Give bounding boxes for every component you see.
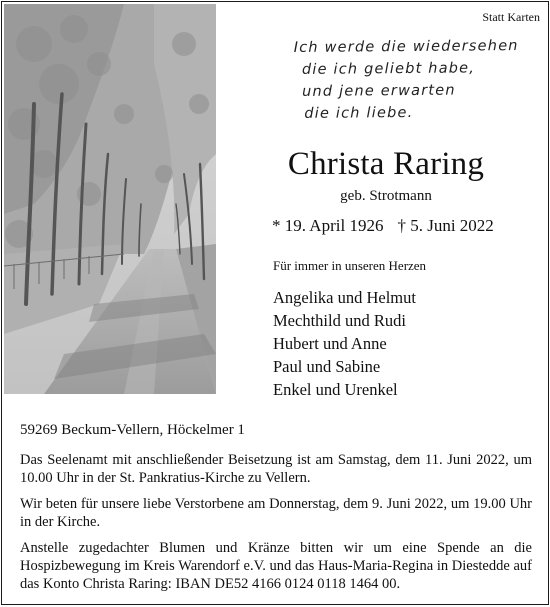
deceased-name: Christa Raring bbox=[287, 146, 485, 182]
family-address: 59269 Beckum-Vellern, Höckelmer 1 bbox=[20, 422, 245, 438]
quote-line: und jene erwarten bbox=[302, 82, 456, 100]
birth-date: * 19. April 1926 bbox=[272, 216, 384, 235]
prayer-paragraph: Wir beten für unsere liebe Verstorbene am Donnerstag, dem 9. Juni 2022, um 19.00 Uhr in der Kirche. bbox=[20, 496, 532, 530]
quote-line: die ich geliebt habe, bbox=[301, 60, 476, 78]
handwritten-quote bbox=[294, 35, 520, 125]
statt-karten-label: Statt Karten bbox=[482, 10, 540, 24]
birth-name: geb. Strotmann bbox=[340, 188, 432, 204]
mourner-entry: Paul und Sabine bbox=[273, 357, 381, 376]
death-notice bbox=[1, 1, 549, 605]
mourners-list bbox=[273, 286, 416, 401]
life-dates bbox=[272, 216, 494, 236]
mourner-entry: Enkel und Urenkel bbox=[273, 380, 398, 399]
death-date: † 5. Juni 2022 bbox=[397, 216, 494, 235]
mourner-entry: Angelika und Helmut bbox=[273, 288, 416, 307]
mourner-entry: Mechthild und Rudi bbox=[273, 311, 406, 330]
tree-lined-road-image bbox=[4, 4, 216, 394]
donation-paragraph: Anstelle zugedachter Blumen und Kränze bitten wir um eine Spende an die Hospizbewegung im Kreis Warendorf e.V. und das Haus-Maria-Regina in Diestedde auf das Konto Christa Raring: IBAN DE52 4166 0124 0118 1464 00. bbox=[20, 540, 532, 592]
forever-line: Für immer in unseren Herzen bbox=[273, 258, 427, 273]
funeral-mass-paragraph: Das Seelenamt mit anschließender Beisetzung ist am Samstag, dem 11. Juni 2022, um 10.00 Uhr in der St. Pankratius-Kirche zu Vellern. bbox=[20, 452, 532, 486]
quote-line: Ich werde die wiedersehen bbox=[293, 38, 519, 56]
mourner-entry: Hubert und Anne bbox=[273, 334, 387, 353]
tree-lined-road-photo bbox=[4, 4, 216, 394]
quote-line: die ich liebe. bbox=[304, 104, 414, 122]
